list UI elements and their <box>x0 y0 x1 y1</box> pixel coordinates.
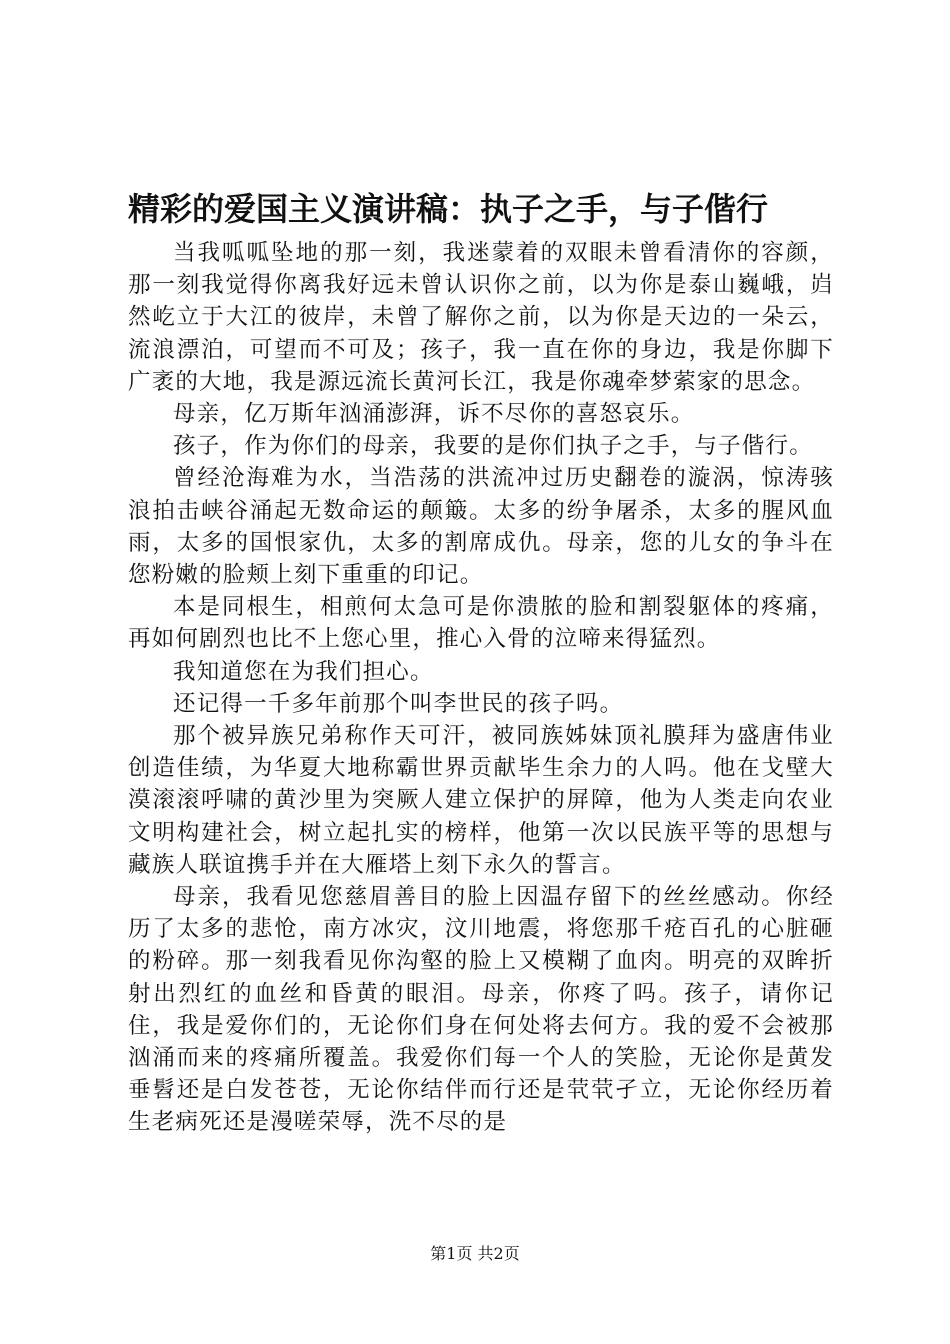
paragraph: 当我呱呱坠地的那一刻，我迷蒙着的双眼未曾看清你的容颜，那一刻我觉得你离我好远未曾认识你之前，以为你是泰山巍峨，岿然屹立于大江的彼岸，未曾了解你之前，以为你是天边的一朵云，流浪漂泊，可望而不可及；孩子，我一直在你的身边，我是你脚下广袤的大地，我是源远流长黄河长江，我是你魂牵梦萦家的思念。 <box>128 240 834 395</box>
paragraph: 孩子，作为你们的母亲，我要的是你们执子之手，与子偕行。 <box>173 433 813 460</box>
paragraph: 还记得一千多年前那个叫李世民的孩子吗。 <box>173 690 624 717</box>
document-title: 精彩的爱国主义演讲稿：执子之手，与子偕行 <box>128 190 769 228</box>
paragraph: 我知道您在为我们担心。 <box>173 658 434 685</box>
page-number-footer: 第1页 共2页 <box>430 1244 520 1263</box>
paragraph: 本是同根生，相煎何太急可是你溃脓的脸和割裂躯体的疼痛，再如何剧烈也比不上您心里，推心入骨的泣啼来得猛烈。 <box>128 594 834 653</box>
paragraph: 母亲，我看见您慈眉善目的脸上因温存留下的丝丝感动。你经历了太多的悲怆，南方冰灾，汶川地震，将您那千疮百孔的心脏砸的粉碎。那一刻我看见你沟壑的脸上又模糊了血肉。明亮的双眸折射出烈红的血丝和昏黄的眼泪。母亲，你疼了吗。孩子，请你记住，我是爱你们的，无论你们身在何处将去何方。我的爱不会被那汹涌而来的疼痛所覆盖。我爱你们每一个人的笑脸，无论你是黄发垂髫还是白发苍苍，无论你结伴而行还是茕茕孑立，无论你经历着生老病死还是漫嗟荣辱，洗不尽的是 <box>128 884 834 1136</box>
paragraph: 母亲，亿万斯年汹涌澎湃，诉不尽你的喜怒哀乐。 <box>173 401 695 428</box>
paragraph: 那个被异族兄弟称作天可汗，被同族姊妹顶礼膜拜为盛唐伟业创造佳绩，为华夏大地称霸世界贡献毕生余力的人吗。他在戈壁大漠滚滚呼啸的黄沙里为突厥人建立保护的屏障，他为人类走向农业文明构建社会，树立起扎实的榜样，他第一次以民族平等的思想与藏族人联谊携手并在大雁塔上刻下永久的誓言。 <box>128 723 834 878</box>
paragraph: 曾经沧海难为水，当浩荡的洪流冲过历史翻卷的漩涡，惊涛骇浪拍击峡谷涌起无数命运的颠簸。太多的纷争屠杀，太多的腥风血雨，太多的国恨家仇，太多的割席成仇。母亲，您的儿女的争斗在您粉嫩的脸颊上刻下重重的印记。 <box>128 465 834 589</box>
document-body <box>128 237 834 1139</box>
